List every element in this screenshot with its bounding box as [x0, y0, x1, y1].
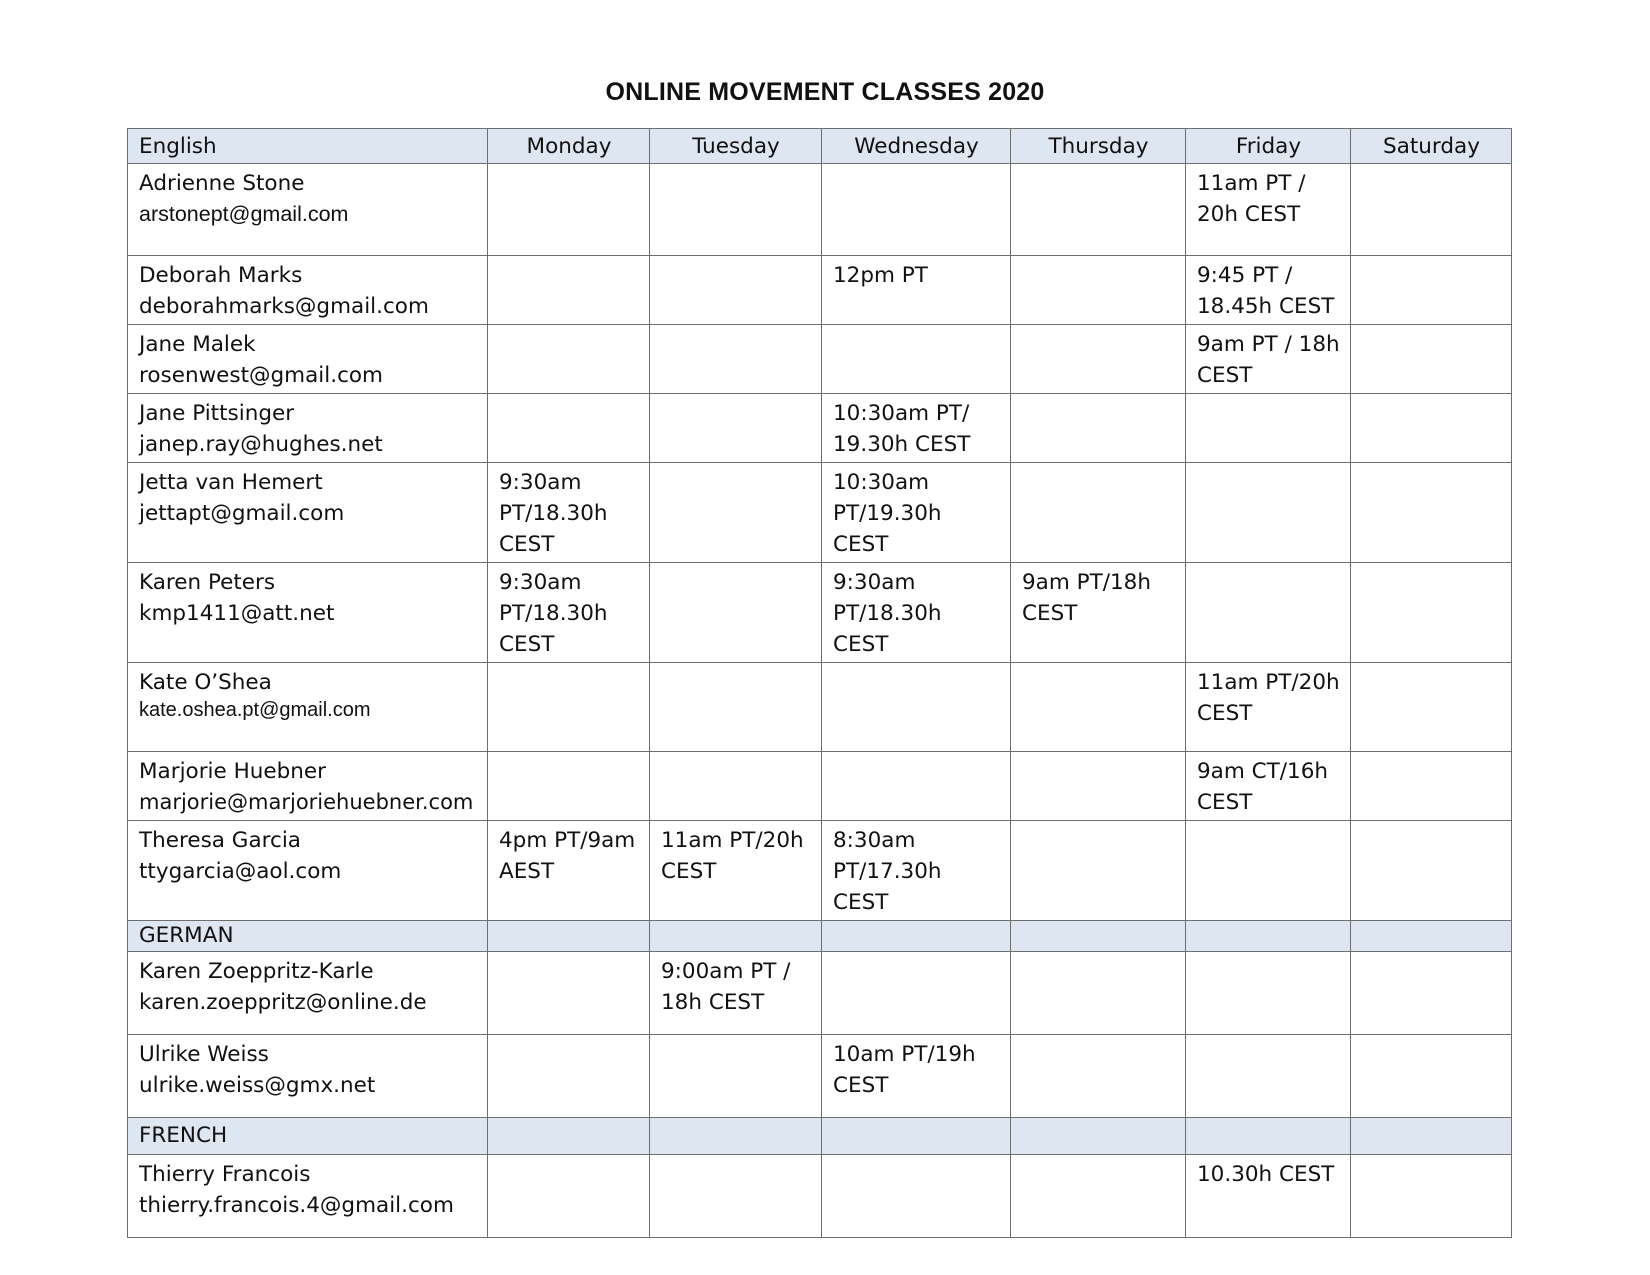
tuesday-cell [650, 394, 822, 463]
instructor-cell [128, 256, 488, 325]
section-empty-cell [1011, 1118, 1186, 1155]
instructor-cell [128, 1155, 488, 1238]
friday-cell [1186, 463, 1351, 563]
thursday-cell [1011, 394, 1186, 463]
friday-cell [1186, 563, 1351, 663]
wednesday-cell: 9:30am PT/18.30h CEST [822, 563, 1011, 663]
instructor-cell [128, 952, 488, 1035]
monday-cell [488, 952, 650, 1035]
tuesday-cell [650, 256, 822, 325]
wednesday-cell [822, 663, 1011, 752]
page-title: ONLINE MOVEMENT CLASSES 2020 [605, 78, 1045, 106]
instructor-cell [128, 463, 488, 563]
instructor-email: ulrike.weiss@gmx.net [139, 1073, 376, 1098]
friday-cell: 10.30h CEST [1186, 1155, 1351, 1238]
section-empty-cell [650, 921, 822, 952]
wednesday-cell [822, 752, 1011, 821]
wednesday-cell: 12pm PT [822, 256, 1011, 325]
table-row [128, 1155, 1512, 1238]
instructor-cell [128, 563, 488, 663]
table-row [128, 952, 1512, 1035]
friday-cell [1186, 1035, 1351, 1118]
friday-cell: 11am PT/20h CEST [1186, 663, 1351, 752]
monday-cell [488, 256, 650, 325]
monday-cell: 9:30am PT/18.30h CEST [488, 463, 650, 563]
wednesday-cell [822, 1155, 1011, 1238]
table-row [128, 394, 1512, 463]
saturday-cell [1351, 256, 1512, 325]
thursday-cell [1011, 663, 1186, 752]
tuesday-cell [650, 752, 822, 821]
header-row [128, 129, 1512, 164]
saturday-cell [1351, 663, 1512, 752]
friday-cell: 9am PT / 18h CEST [1186, 325, 1351, 394]
friday-cell: 11am PT / 20h CEST [1186, 164, 1351, 256]
instructor-cell [128, 1035, 488, 1118]
instructor-email: karen.zoeppritz@online.de [139, 990, 427, 1015]
tuesday-cell: 9:00am PT / 18h CEST [650, 952, 822, 1035]
instructor-email: ttygarcia@aol.com [139, 859, 342, 884]
column-header-wednesday: Wednesday [822, 129, 1011, 164]
table-row [128, 325, 1512, 394]
section-label: GERMAN [128, 921, 488, 952]
instructor-email: thierry.francois.4@gmail.com [139, 1193, 454, 1218]
monday-cell [488, 325, 650, 394]
section-empty-cell [822, 1118, 1011, 1155]
saturday-cell [1351, 1035, 1512, 1118]
monday-cell [488, 752, 650, 821]
column-header-language: English [128, 129, 488, 164]
instructor-name: Jane Pittsinger [139, 401, 295, 426]
wednesday-cell [822, 952, 1011, 1035]
monday-cell [488, 1155, 650, 1238]
monday-cell: 4pm PT/9am AEST [488, 821, 650, 921]
section-label: FRENCH [128, 1118, 488, 1155]
saturday-cell [1351, 394, 1512, 463]
monday-cell [488, 394, 650, 463]
section-row-german [128, 921, 1512, 952]
table-row [128, 1035, 1512, 1118]
thursday-cell [1011, 325, 1186, 394]
friday-cell: 9:45 PT / 18.45h CEST [1186, 256, 1351, 325]
thursday-cell [1011, 1155, 1186, 1238]
table-row [128, 663, 1512, 752]
instructor-email: jettapt@gmail.com [139, 501, 345, 526]
table-row [128, 752, 1512, 821]
column-header-friday: Friday [1186, 129, 1351, 164]
tuesday-cell [650, 325, 822, 394]
wednesday-cell [822, 325, 1011, 394]
instructor-name: Karen Peters [139, 570, 276, 595]
tuesday-cell [650, 663, 822, 752]
column-header-tuesday: Tuesday [650, 129, 822, 164]
friday-cell [1186, 952, 1351, 1035]
saturday-cell [1351, 821, 1512, 921]
section-empty-cell [1186, 1118, 1351, 1155]
instructor-cell [128, 394, 488, 463]
tuesday-cell [650, 164, 822, 256]
section-empty-cell [488, 1118, 650, 1155]
instructor-name: Marjorie Huebner [139, 759, 326, 784]
section-empty-cell [488, 921, 650, 952]
section-row-french [128, 1118, 1512, 1155]
table-row [128, 821, 1512, 921]
instructor-name: Theresa Garcia [139, 828, 301, 853]
column-header-saturday: Saturday [1351, 129, 1512, 164]
thursday-cell [1011, 256, 1186, 325]
instructor-email: kmp1411@att.net [139, 601, 335, 626]
instructor-name: Karen Zoeppritz-Karle [139, 959, 374, 984]
table-row [128, 463, 1512, 563]
instructor-cell [128, 663, 488, 752]
instructor-cell [128, 821, 488, 921]
thursday-cell [1011, 821, 1186, 921]
monday-cell: 9:30am PT/18.30h CEST [488, 563, 650, 663]
instructor-name: Adrienne Stone [139, 171, 305, 196]
friday-cell [1186, 394, 1351, 463]
section-empty-cell [1351, 1118, 1512, 1155]
saturday-cell [1351, 164, 1512, 256]
instructor-name: Thierry Francois [139, 1162, 311, 1187]
thursday-cell [1011, 752, 1186, 821]
instructor-name: Kate O’Shea [139, 670, 272, 695]
wednesday-cell: 8:30am PT/17.30h CEST [822, 821, 1011, 921]
section-empty-cell [650, 1118, 822, 1155]
thursday-cell [1011, 463, 1186, 563]
instructor-email: janep.ray@hughes.net [139, 432, 383, 457]
instructor-name: Jetta van Hemert [139, 470, 323, 495]
instructor-cell [128, 752, 488, 821]
tuesday-cell [650, 463, 822, 563]
friday-cell: 9am CT/16h CEST [1186, 752, 1351, 821]
column-header-thursday: Thursday [1011, 129, 1186, 164]
instructor-email: rosenwest@gmail.com [139, 363, 383, 388]
instructor-name: Deborah Marks [139, 263, 303, 288]
thursday-cell [1011, 1035, 1186, 1118]
instructor-cell [128, 164, 488, 256]
tuesday-cell [650, 563, 822, 663]
schedule-table [127, 128, 1512, 1238]
saturday-cell [1351, 752, 1512, 821]
section-empty-cell [822, 921, 1011, 952]
instructor-email: kate.oshea.pt@gmail.com [139, 699, 371, 721]
saturday-cell [1351, 325, 1512, 394]
tuesday-cell: 11am PT/20h CEST [650, 821, 822, 921]
saturday-cell [1351, 1155, 1512, 1238]
instructor-cell [128, 325, 488, 394]
thursday-cell [1011, 164, 1186, 256]
monday-cell [488, 1035, 650, 1118]
table-row [128, 256, 1512, 325]
column-header-monday: Monday [488, 129, 650, 164]
saturday-cell [1351, 952, 1512, 1035]
instructor-name: Ulrike Weiss [139, 1042, 269, 1067]
thursday-cell [1011, 952, 1186, 1035]
instructor-email: arstonept@gmail.com [139, 202, 349, 226]
table-row [128, 164, 1512, 256]
instructor-name: Jane Malek [139, 332, 256, 357]
friday-cell [1186, 821, 1351, 921]
saturday-cell [1351, 563, 1512, 663]
saturday-cell [1351, 463, 1512, 563]
table-row [128, 563, 1512, 663]
instructor-email: marjorie@marjoriehuebner.com [139, 790, 474, 814]
section-empty-cell [1351, 921, 1512, 952]
wednesday-cell: 10:30am PT/19.30h CEST [822, 463, 1011, 563]
section-empty-cell [1011, 921, 1186, 952]
tuesday-cell [650, 1035, 822, 1118]
monday-cell [488, 164, 650, 256]
wednesday-cell: 10am PT/19h CEST [822, 1035, 1011, 1118]
thursday-cell: 9am PT/18h CEST [1011, 563, 1186, 663]
section-empty-cell [1186, 921, 1351, 952]
tuesday-cell [650, 1155, 822, 1238]
wednesday-cell [822, 164, 1011, 256]
monday-cell [488, 663, 650, 752]
instructor-email: deborahmarks@gmail.com [139, 294, 429, 319]
wednesday-cell: 10:30am PT/ 19.30h CEST [822, 394, 1011, 463]
